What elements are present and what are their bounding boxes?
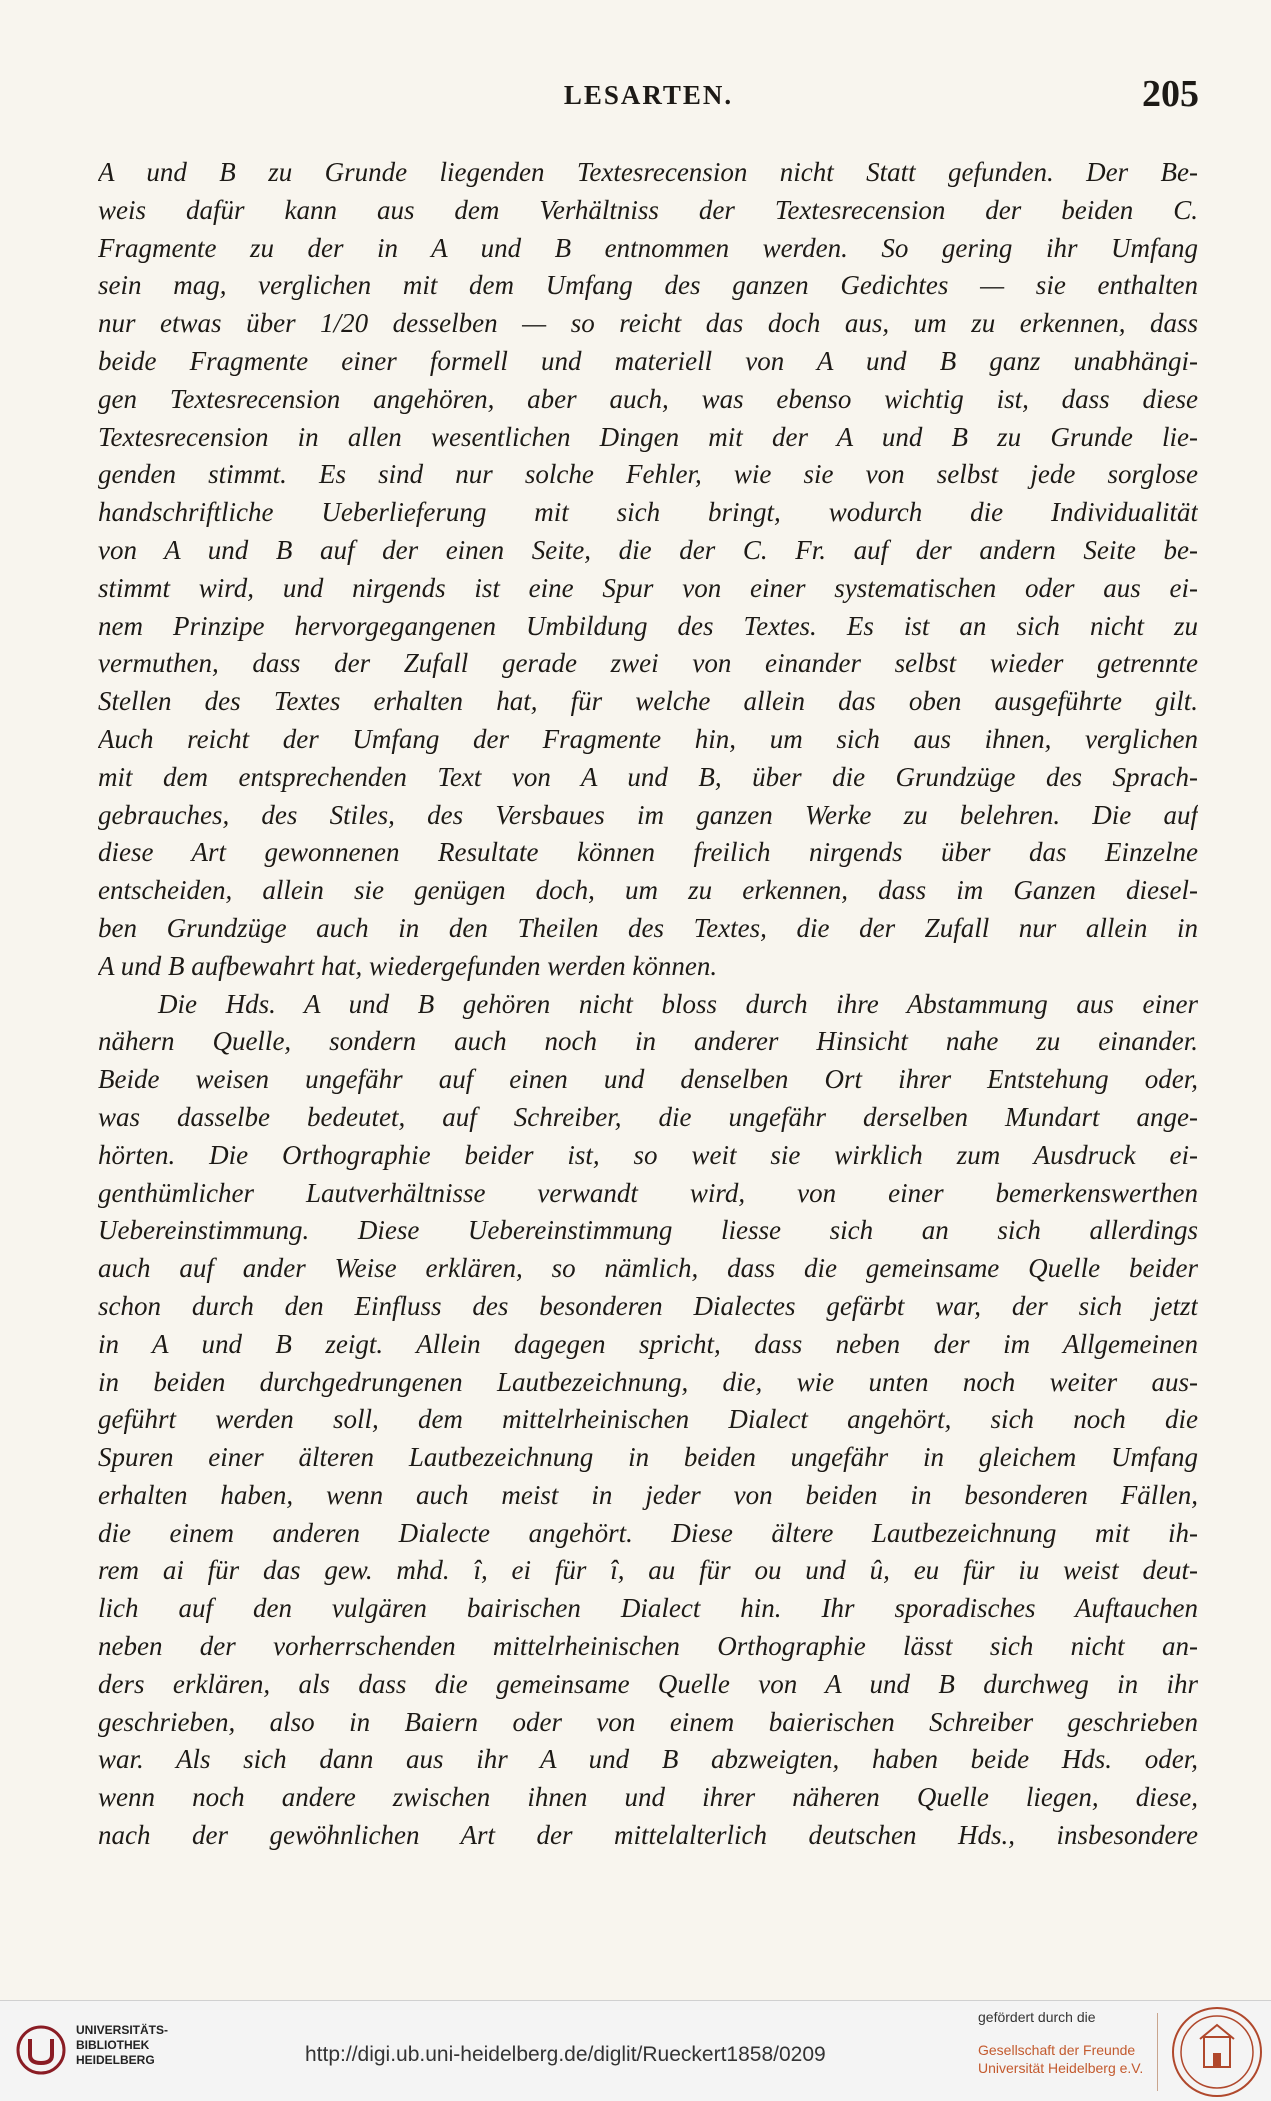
text-line: ders erklären, als dass die gemeinsame Quelle von A und B durchweg in ihr [98,1668,1198,1699]
text-line: Auch reicht der Umfang der Fragmente hin, um sich aus ihnen, verglichen [98,723,1198,754]
text-line: entscheiden, allein sie genügen doch, um zu erkennen, dass im Ganzen diesel- [98,875,1198,906]
text-line: Fragmente zu der in A und B entnommen werden. So gering ihr Umfang [98,232,1198,263]
text-line: weis dafür kann aus dem Verhältniss der Textesrecension der beiden C. [98,194,1198,225]
text-line: mit dem entsprechenden Text von A und B, über die Grundzüge des Sprach- [98,761,1198,792]
text-line: neben der vorherrschenden mittelrheinischen Orthographie lässt sich nicht an- [98,1631,1198,1662]
text-line: beide Fragmente einer formell und materiell von A und B ganz unabhängi- [98,345,1198,376]
text-line: stimmt wird, und nirgends ist eine Spur von einer systematischen oder aus ei- [98,572,1198,603]
text-line: ben Grundzüge auch in den Theilen des Textes, die der Zufall nur allein in [98,912,1198,943]
library-logo-icon [16,2025,66,2075]
text-line: Uebereinstimmung. Diese Uebereinstimmung liesse sich an sich allerdings [98,1215,1198,1246]
running-title: LESARTEN. [563,80,734,110]
text-line: Beide weisen ungefähr auf einen und denselben Ort ihrer Entstehung oder, [98,1064,1198,1095]
page-header [98,72,1199,122]
text-line: auch auf ander Weise erklären, so nämlich, dass die gemeinsame Quelle beider [98,1253,1198,1284]
text-line: A und B aufbewahrt hat, wiedergefunden werden können. [98,950,718,981]
divider [1157,2013,1158,2091]
text-line: die einem anderen Dialecte angehört. Diese ältere Lautbezeichnung mit ih- [98,1517,1198,1548]
text-line: nem Prinzipe hervorgegangenen Umbildung des Textes. Es ist an sich nicht zu [98,610,1198,641]
sponsor-name-line: Gesellschaft der Freunde [978,2042,1136,2058]
footer-bar [0,2000,1271,2101]
text-line: gebrauches, des Stiles, des Versbaues im ganzen Werke zu belehren. Die auf [98,799,1198,830]
sponsor-name [978,2041,1143,2077]
university-seal-icon [1170,2005,1264,2099]
text-line: wenn noch andere zwischen ihnen und ihrer näheren Quelle liegen, diese, [98,1782,1198,1813]
text-line: rem ai für das gew. mhd. î, ei für î, au für ou und û, eu für iu weist deut- [98,1555,1198,1586]
text-line: geschrieben, also in Baiern oder von einem baierischen Schreiber geschrieben [98,1706,1198,1737]
text-line: nur etwas über 1/20 desselben — so reicht das doch aus, um zu erkennen, dass [98,308,1198,339]
text-line: in beiden durchgedrungenen Lautbezeichnung, die, wie unten noch weiter aus- [98,1366,1198,1397]
sponsor-note: gefördert durch die [978,2009,1096,2025]
text-line: schon durch den Einfluss des besonderen Dialectes gefärbt war, der sich jetzt [98,1290,1198,1321]
permalink-url[interactable]: http://digi.ub.uni-heidelberg.de/diglit/Rueckert1858/0209 [305,2043,826,2066]
body-text [98,154,1198,1855]
text-line: in A und B zeigt. Allein dagegen spricht, dass neben der im Allgemeinen [98,1328,1198,1359]
text-line: nähern Quelle, sondern auch noch in anderer Hinsicht nahe zu einander. [98,1026,1198,1057]
page-number: 205 [1142,73,1199,115]
text-line: Spuren einer älteren Lautbezeichnung in beiden ungefähr in gleichem Umfang [98,1442,1198,1473]
text-line: A und B zu Grunde liegenden Textesrecension nicht Statt gefunden. Der Be- [98,157,1198,187]
text-line: gen Textesrecension angehören, aber auch, was ebenso wichtig ist, dass diese [98,383,1198,414]
text-line: vermuthen, dass der Zufall gerade zwei von einander selbst wieder getrennte [98,648,1198,679]
text-line: Stellen des Textes erhalten hat, für welche allein das oben ausgeführte gilt. [98,686,1198,717]
library-name [76,2023,168,2068]
text-line: Die Hds. A und B gehören nicht bloss durch ihre Abstammung aus einer [158,988,1198,1019]
text-line: war. Als sich dann aus ihr A und B abzweigten, haben beide Hds. oder, [98,1744,1198,1775]
text-line: lich auf den vulgären bairischen Dialect hin. Ihr sporadisches Auftauchen [98,1593,1198,1624]
sponsor-name-line: Universität Heidelberg e.V. [978,2060,1144,2076]
text-line: Textesrecension in allen wesentlichen Dingen mit der A und B zu Grunde lie- [98,421,1198,452]
library-name-line: HEIDELBERG [76,2053,155,2067]
text-line: erhalten haben, wenn auch meist in jeder von beiden in besonderen Fällen, [98,1479,1198,1510]
library-name-line: UNIVERSITÄTS- [76,2023,169,2037]
text-line: von A und B auf der einen Seite, die der C. Fr. auf der andern Seite be- [98,534,1198,565]
text-line: sein mag, verglichen mit dem Umfang des ganzen Gedichtes — sie enthalten [98,270,1198,301]
library-name-line: BIBLIOTHEK [76,2038,150,2052]
text-line: genden stimmt. Es sind nur solche Fehler, wie sie von selbst jede sorglose [98,459,1198,490]
text-line: nach der gewöhnlichen Art der mittelalterlich deutschen Hds., insbesondere [98,1820,1198,1851]
text-line: handschriftliche Ueberlieferung mit sich bringt, wodurch die Individualität [98,497,1198,528]
text-line: hörten. Die Orthographie beider ist, so weit sie wirklich zum Ausdruck ei- [98,1139,1198,1170]
text-line: geführt werden soll, dem mittelrheinischen Dialect angehört, sich noch die [98,1404,1198,1435]
text-line: diese Art gewonnenen Resultate können freilich nirgends über das Einzelne [98,837,1198,868]
text-line: was dasselbe bedeutet, auf Schreiber, die ungefähr derselben Mundart ange- [98,1101,1198,1132]
text-line: genthümlicher Lautverhältnisse verwandt wird, von einer bemerkenswerthen [98,1177,1198,1208]
